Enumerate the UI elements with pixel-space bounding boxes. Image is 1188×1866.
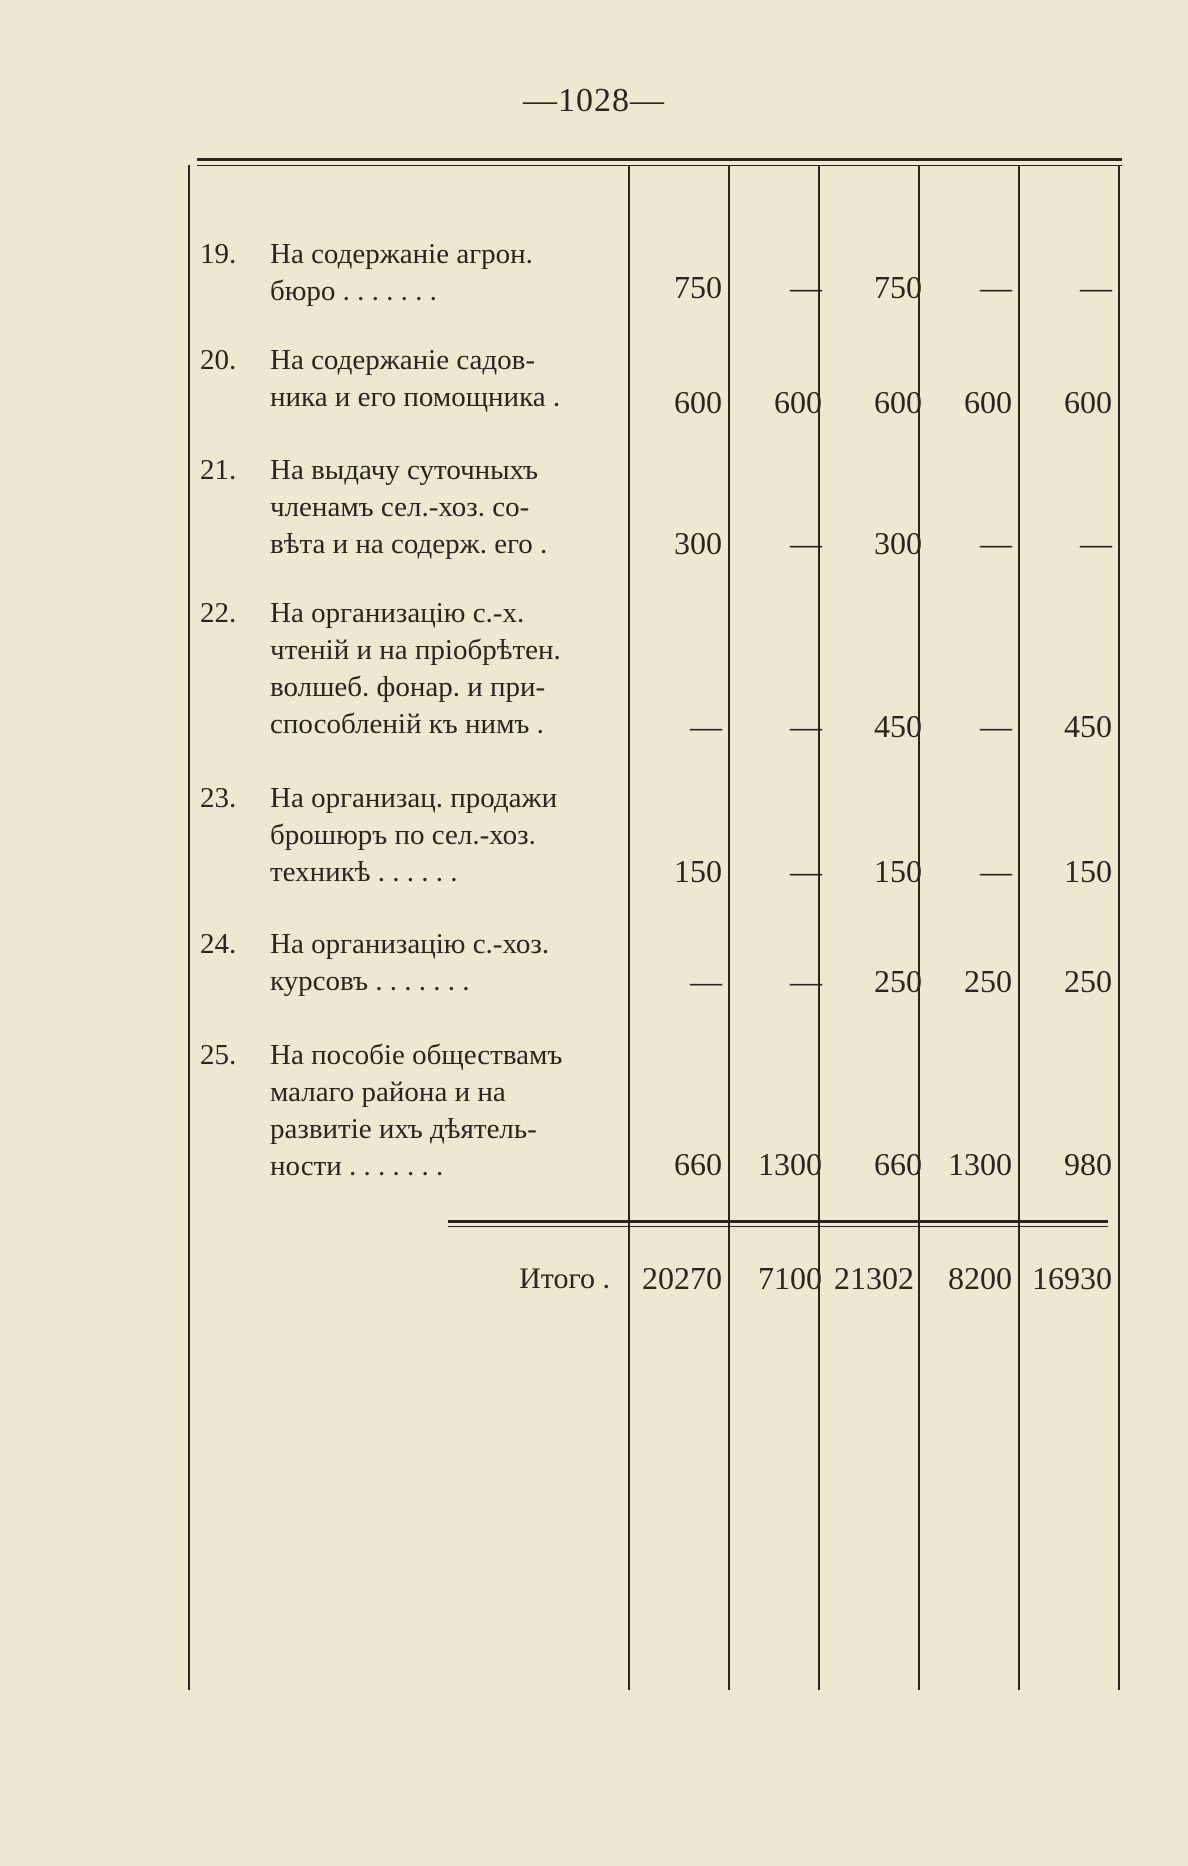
row-label-line: способленій къ нимъ . xyxy=(270,708,544,740)
row-label-line: На пособіе обществамъ xyxy=(270,1039,563,1071)
row-number: 20. xyxy=(200,344,237,376)
row-label-line: На выдачу суточныхъ xyxy=(270,454,539,486)
cell-value: — xyxy=(790,525,822,561)
row-label-line: На организацію с.-хоз. xyxy=(270,928,550,960)
total-value: 8200 xyxy=(948,1260,1012,1296)
cell-value: 250 xyxy=(1064,963,1112,999)
cell-value: 250 xyxy=(964,963,1012,999)
row-label-line: бюро . . . . . . . xyxy=(270,275,437,307)
cell-value: 600 xyxy=(874,384,922,420)
row-label-line: курсовъ . . . . . . . xyxy=(270,965,470,997)
cell-value: 660 xyxy=(674,1146,722,1182)
cell-value: — xyxy=(690,963,722,999)
cell-value: 150 xyxy=(674,853,722,889)
table-right-border xyxy=(1118,165,1120,1690)
cell-value: — xyxy=(690,708,722,744)
total-value: 7100 xyxy=(758,1260,822,1296)
cell-value: — xyxy=(790,853,822,889)
row-label-line: малаго района и на xyxy=(270,1076,506,1108)
cell-value: 150 xyxy=(1064,853,1112,889)
table-top-rule-thin xyxy=(197,165,1122,166)
cell-value: — xyxy=(980,853,1012,889)
table-top-rule xyxy=(197,158,1122,161)
cell-value: 660 xyxy=(874,1146,922,1182)
cell-value: 600 xyxy=(1064,384,1112,420)
cell-value: 300 xyxy=(674,525,722,561)
cell-value: 1300 xyxy=(758,1146,822,1182)
cell-value: 600 xyxy=(674,384,722,420)
cell-value: — xyxy=(790,269,822,305)
cell-value: 450 xyxy=(874,708,922,744)
row-label-line: волшеб. фонар. и при- xyxy=(270,671,546,703)
cell-value: 250 xyxy=(874,963,922,999)
table-left-border xyxy=(188,165,190,1690)
row-number: 19. xyxy=(200,238,237,270)
total-value: 16930 xyxy=(1032,1260,1112,1296)
row-number: 24. xyxy=(200,928,237,960)
cell-value: 750 xyxy=(674,269,722,305)
row-number: 22. xyxy=(200,597,237,629)
row-label-line: развитіе ихъ дѣятель- xyxy=(270,1113,537,1145)
row-label-line: На организац. продажи xyxy=(270,782,558,814)
row-label-line: ника и его помощника . xyxy=(270,381,561,413)
cell-value: 600 xyxy=(964,384,1012,420)
row-label-line: На содержаніе агрон. xyxy=(270,238,533,270)
cell-value: 150 xyxy=(874,853,922,889)
row-label-line: На организацію с.-х. xyxy=(270,597,525,629)
cell-value: — xyxy=(980,269,1012,305)
cell-value: — xyxy=(980,708,1012,744)
cell-value: 750 xyxy=(874,269,922,305)
cell-value: 300 xyxy=(874,525,922,561)
cell-value: 600 xyxy=(774,384,822,420)
total-value: 20270 xyxy=(642,1260,722,1296)
row-label-line: техникѣ . . . . . . xyxy=(270,856,458,888)
cell-value: 450 xyxy=(1064,708,1112,744)
row-number: 25. xyxy=(200,1039,237,1071)
total-value: 21302 xyxy=(834,1260,914,1296)
sum-rule-thin xyxy=(448,1226,1108,1227)
row-label-line: На содержаніе садов- xyxy=(270,344,536,376)
row-label-line: вѣта и на содерж. его . xyxy=(270,528,548,560)
row-label-line: ности . . . . . . . xyxy=(270,1150,444,1182)
cell-value: — xyxy=(790,708,822,744)
cell-value: — xyxy=(1080,269,1112,305)
row-number: 21. xyxy=(200,454,237,486)
total-label: Итого . xyxy=(519,1262,610,1295)
cell-value: 980 xyxy=(1064,1146,1112,1182)
cell-value: 1300 xyxy=(948,1146,1012,1182)
page-number: —1028— xyxy=(523,82,665,119)
row-label-line: брошюръ по сел.-хоз. xyxy=(270,819,536,851)
cell-value: — xyxy=(790,963,822,999)
cell-value: — xyxy=(980,525,1012,561)
cell-value: — xyxy=(1080,525,1112,561)
row-label-line: чтеній и на пріобрѣтен. xyxy=(270,634,561,666)
row-label-line: членамъ сел.-хоз. со- xyxy=(270,491,530,523)
sum-rule xyxy=(448,1220,1108,1223)
row-number: 23. xyxy=(200,782,237,814)
